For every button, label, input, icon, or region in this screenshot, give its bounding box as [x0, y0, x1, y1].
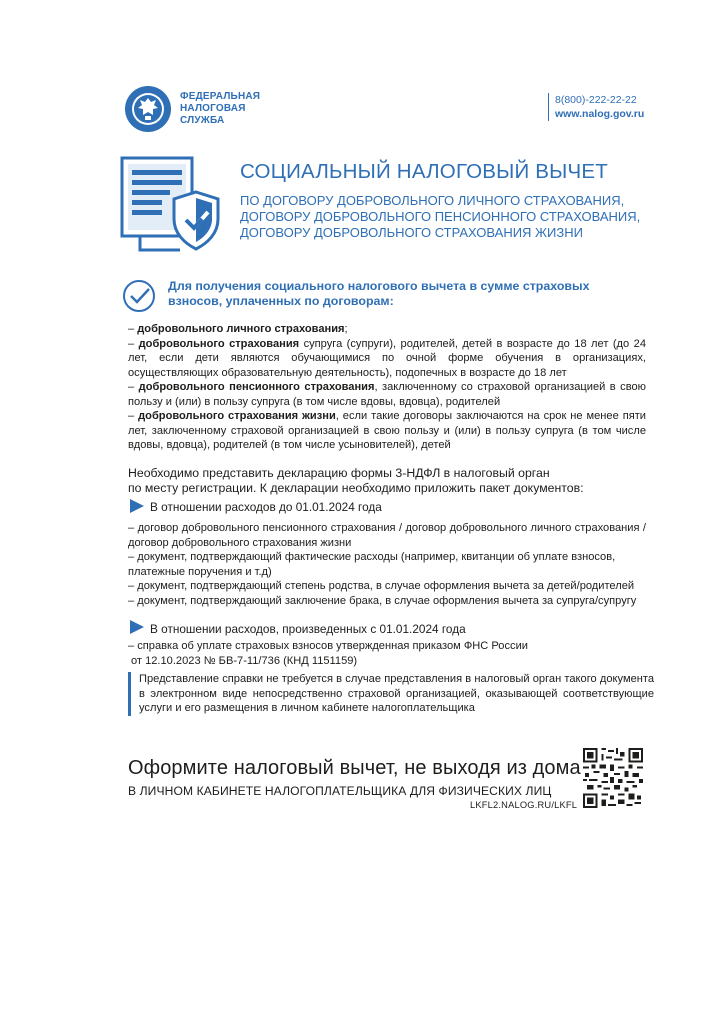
declaration-text: [128, 466, 648, 496]
cta-heading: Оформите налоговый вычет, не выходя из дома: [128, 757, 581, 779]
org-name: [180, 91, 260, 127]
website-link[interactable]: www.nalog.gov.ru: [555, 108, 645, 120]
contacts: [548, 93, 644, 121]
page-subtitle: [240, 193, 640, 241]
section1-heading: В отношении расходов до 01.01.2024 года: [150, 500, 382, 514]
fns-emblem-icon: [124, 85, 172, 133]
declaration-line1: Необходимо представить декларацию формы 3-НДФЛ в налоговый орган: [128, 466, 550, 480]
cta-subheading: В ЛИЧНОМ КАБИНЕТЕ НАЛОГОПЛАТЕЛЬЩИКА ДЛЯ ФИЗИЧЕСКИХ ЛИЦ: [128, 784, 552, 798]
document-shield-icon: [120, 156, 224, 252]
section2-heading: В отношении расходов, произведенных с 01.01.2024 года: [150, 622, 466, 636]
contract-list: [128, 322, 646, 453]
list-item: – добровольного страхования жизни, если такие договоры заключаются на срок не менее пяти лет, заключенному страховой организацией в свою пользу и (или) в пользу супруга (в том числе вдовы, вдовца), родителей (в том числе усыновителей), детей: [128, 410, 646, 451]
list-item: – документ, подтверждающий фактические расходы (например, квитанции об уплате взносов, платежные поручения и т.д): [128, 551, 616, 578]
triangle-arrow-icon: [130, 499, 144, 513]
lkfl-link[interactable]: LKFL2.NALOG.RU/LKFL: [470, 800, 578, 810]
list-item: – документ, подтверждающий степень родства, в случае оформления вычета за детей/родителей: [128, 580, 635, 592]
phone-number[interactable]: 8(800)-222-22-22: [555, 94, 637, 106]
list-item: – договор добровольного пенсионного страхования / договор добровольного личного страхования / договор добровольного страхования жизни: [128, 522, 646, 549]
note-block: Представление справки не требуется в случае представления в налоговый орган такого документа в электронном виде непосредственно страховой организацией, оказывающей соответствующие услуги и его размещения в личном кабинете налогоплательщика: [128, 672, 654, 716]
subtitle-line2: ДОГОВОРУ ДОБРОВОЛЬНОГО ПЕНСИОННОГО СТРАХОВАНИЯ,: [240, 209, 641, 224]
section1-docs: [128, 521, 646, 608]
subtitle-line1: ПО ДОГОВОРУ ДОБРОВОЛЬНОГО ЛИЧНОГО СТРАХОВАНИЯ,: [240, 193, 625, 208]
declaration-line2: по месту регистрации. К декларации необходимо приложить пакет документов:: [128, 481, 584, 495]
org-name-line3: СЛУЖБА: [180, 115, 225, 126]
list-item: – добровольного личного страхования;: [128, 323, 348, 335]
org-name-line2: НАЛОГОВАЯ: [180, 103, 246, 114]
subtitle-line3: ДОГОВОРУ ДОБРОВОЛЬНОГО СТРАХОВАНИЯ ЖИЗНИ: [240, 225, 583, 240]
page-title: СОЦИАЛЬНЫЙ НАЛОГОВЫЙ ВЫЧЕТ: [240, 160, 608, 183]
list-item: – добровольного пенсионного страхования, заключенному со страховой организацией в свою пользу и (или) в пользу супруга (в том числе вдовы, вдовца), родителей: [128, 381, 646, 408]
qr-code-icon[interactable]: [583, 748, 643, 808]
list-item: от 12.10.2023 № БВ-7-11/736 (КНД 1151159): [131, 654, 358, 667]
org-name-line1: ФЕДЕРАЛЬНАЯ: [180, 91, 261, 102]
intro-text: Для получения социального налогового вычета в сумме страховых взносов, уплаченных по договорам:: [168, 279, 590, 308]
list-item: – справка об уплате страховых взносов утвержденная приказом ФНС России: [128, 640, 528, 652]
check-circle-icon: [122, 279, 156, 313]
section2-docs: [128, 639, 646, 668]
list-item: – добровольного страхования супруга (супруги), родителей, детей в возрасте до 18 лет (до 24 лет, если дети являются обучающимися по очной форме обучения в организациях, осуществляющих образовательную деятельность), подопечных в возрасте до 18 лет: [128, 337, 646, 379]
list-item: – документ, подтверждающий заключение брака, в случае оформления вычета за супруга/супругу: [128, 594, 637, 607]
triangle-arrow-icon: [130, 620, 144, 634]
